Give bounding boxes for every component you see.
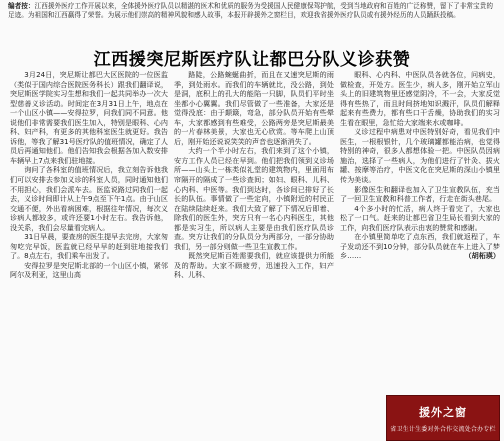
editor-note: [8, 2, 498, 40]
paragraph: 安得拉罗是突尼斯北部的一个山区小镇，紧邻阿尔及利亚，这里山高: [10, 260, 168, 280]
column-logo-subtitle: 省卫生计生委对外合作交流处合办专栏: [390, 426, 496, 433]
paragraph: 4个多小时的忙活，病人终于看完了，大家也松了一口气。赶来的让都巴省卫生局长看到大家的工作，向我们医疗队表示由衷的赞赏和感谢。: [340, 203, 500, 232]
paragraph-text: 在小镇里简单吃了点东西，我们就返程了，车子发动还不到10分钟，部分队员就在车上进入了梦乡……: [340, 232, 500, 261]
paragraph: [340, 232, 500, 261]
paragraph: 义诊过程中病患对中医特别好奇，看见我们中医生，一根根银针，几个玻璃罐都能治病，也觉得特别的神奇，很多人都想体验一把。中医队员因病施治，选择了一些病人，为他们进行了针灸、拔火罐、按摩等治疗，中医文化在突尼斯的深山小镇里传为美谈。: [340, 127, 500, 185]
editor-note-label: 编者按：: [8, 2, 35, 10]
paragraph: 既然突尼斯百姓需要我们，就应该提供力所能及的帮助。大家不顾疲劳，迅速投入工作，妇产科、儿科、: [174, 251, 334, 280]
paragraph: 大约一个半小时左右，我们来到了这个小镇，安方工作人员已经在早到。他们把我们领到义诊场所——山头上一栋类似礼堂的建筑物内，里面用布帘隔开的隔成了一些诊查间；如妇、眼科、儿科、心内科、中医等。我们到达时，各诊间已排好了长长的队伍。事情做了一些定向，小镇附近的村民正在陆续陆续赶来。我们大致了解了下情况后即着、除我们的医生外，突方只有一名心内科医生，其他都是实习生，所以病人主要是由我们医疗队员诊查。突方让我们的分队员分为两部分，一部分协助我们，另一部分则做一些卫生宣教工作。: [174, 146, 334, 251]
paragraph: 询问了各科室的值班情况后，我立刻告诉他我们可以安排去参加义诊的科室人员，同时通知他们不用担心，我们会派车去。医监说路过同我们一起去，义诊时间即计从上午9点至下午1点。由于山区交通不便，外出看病困难，根据往年情况，每次义诊病人都较多，或许还要1小时左右。我告诉他，没关系，我们会尽量看完病人。: [10, 165, 168, 232]
article-column-1: [10, 70, 168, 435]
article-column-3: [340, 70, 500, 400]
column-logo-box: [386, 395, 500, 441]
article-title: 江西援突尼斯医疗队让都巴分队义诊获赞: [93, 50, 411, 70]
editor-note-text: 江西援外医疗工作开展以来，全体援外医疗队员以精湛的医术和优质的服务为受援国人民健康保驾护航，受到当地政府和百姓的广泛称赞，留下了非常宝贵的足迹。为祖国和江西赢得了荣誉。为展示他们崇高的精神风貌和感人故事，本报开辟援外之窗栏目，欢迎我省援外医疗队员或有援外经历的人员踊跃投稿。: [8, 2, 493, 20]
paragraph: 影像医生和翻译也加入了卫生宣教队伍，充当了一回卫生宣教和科普工作者，行走在街头巷尾。: [340, 184, 500, 204]
paragraph: 31日早晨，要查房的医生提早去完房，大家匆匆吃完早饭，医监就已经早早的赶到驻地接我们了。8点左右，我们乘车出发了。: [10, 232, 168, 261]
article-column-2: [174, 70, 334, 435]
column-logo-title: 援外之窗: [419, 406, 467, 419]
author-signature: （胡柘瑛）: [464, 251, 500, 261]
paragraph: 3月24日，突尼斯让都巴大区医院的一位医监（类似于国内综合医院医务科长）跟我们翻译说，突尼斯医学院实习生想和我们一起共同举办一次大型慈善义诊活动。时间定在3月31日上午，地点在一个山区小镇——安得拉罗，问我们同不同意。他说他们非常需要我们医生加入，特别是眼科、心内科、妇产科，有更多的其他科室医生就更好。我告诉他，等我了解31号医疗队的值班情况，确定了人员后再通知他们。他们告知我会根据各加入数安排车辆早上7点来我们驻地接。: [10, 70, 168, 165]
paragraph: 路陡，公路蜿蜒曲折，而且在又速突尼斯的雨季，到处雨水。而我们的车辆就比，没公路，到处是洞，底积上的孔大的能陷一只脚，队员们平时坐坐都小心翼翼。我们尽管做了一些准备，大家还是觉得没底：由于颠簸，弯急，部分队员开始有些晕车，大家都感到有些难受，公路两旁是突尼斯最美的一片春林美景，大家也无心欣赏。等车爬上山顶后，刚开始还说说笑笑的声音也逐渐消失了。: [174, 70, 334, 146]
paragraph: 眼科、心内科、中医队员各就各位，问病史，做检查，开处方。医生少，病人多，刚开始立军山头上的旧建筑物里还感觉阴冷，不一会，大家反觉得有些热了，而且时间挤地知识溅汗，队员们解释起来有些费力，都有些口干舌燥，协助我们的实习生看在眼里，急忙给大家端来水或咖啡。: [340, 70, 500, 127]
